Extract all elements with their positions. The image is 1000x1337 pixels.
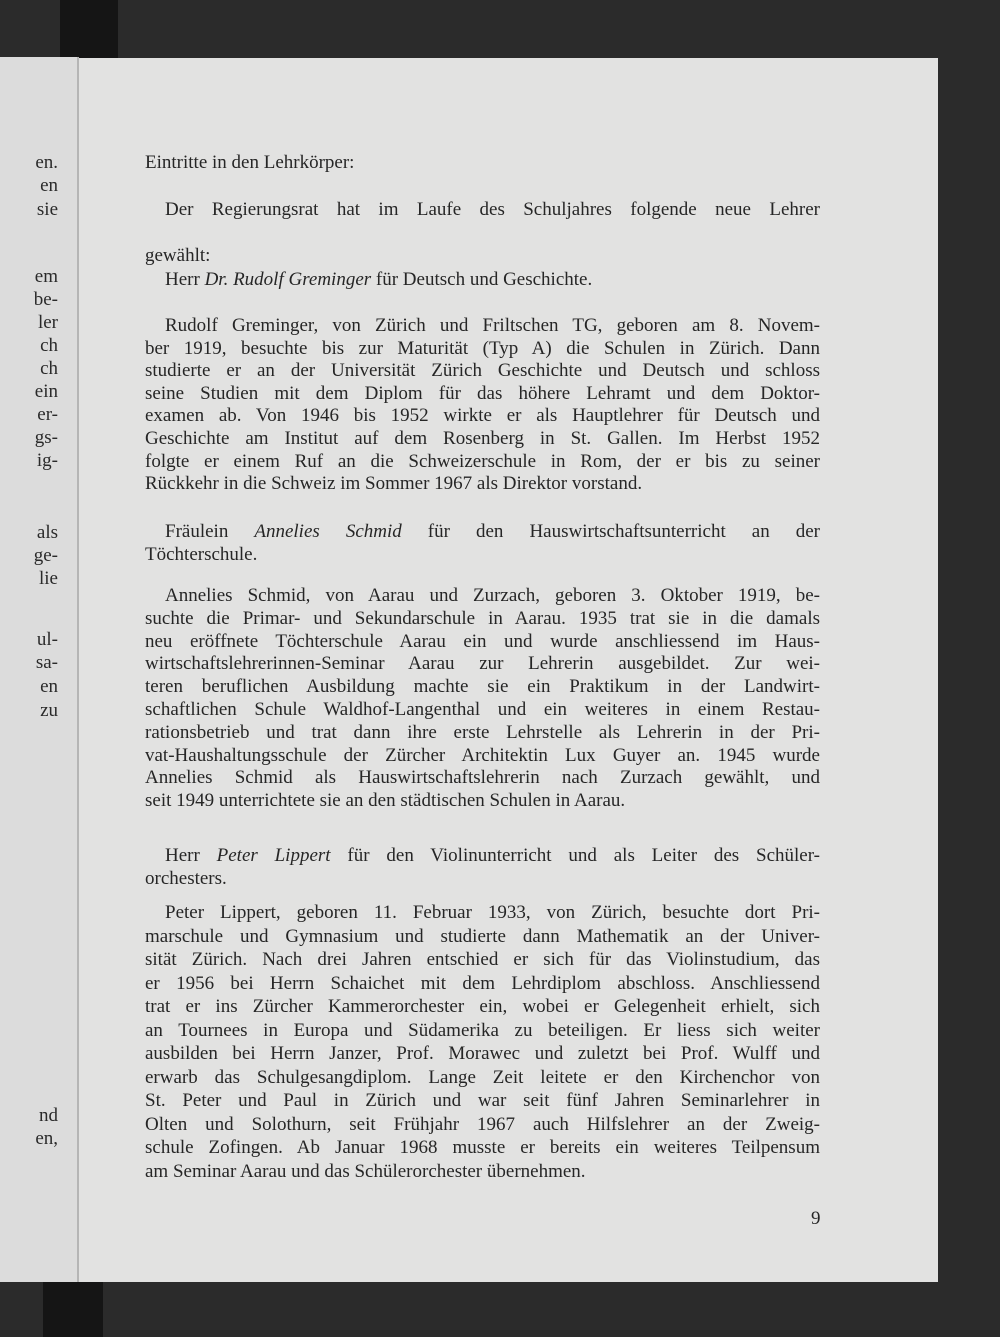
text-segment: Töchterschule.	[145, 544, 258, 565]
text-line	[145, 1113, 820, 1137]
text-line	[145, 1066, 820, 1090]
paragraph-lippert-title	[145, 844, 820, 890]
text-segment: Annelies Schmid als Hauswirtschaftslehrerin nach Zurzach gewählt, und	[145, 767, 820, 789]
text-line	[145, 585, 820, 608]
left-page-fragment: er-	[37, 404, 58, 425]
text-segment: folgte er einem Ruf an die Schweizerschule in Rom, der er bis zu seiner	[145, 450, 820, 472]
left-page-fragment: sie	[36, 199, 58, 220]
person-name: Peter Lippert	[216, 845, 331, 866]
text-segment: für den Violinunterricht und als Leiter des Schüler-	[330, 845, 820, 866]
text-segment: Annelies Schmid, von Aarau und Zurzach, geboren 3. Oktober 1919, be-	[165, 585, 820, 606]
text-line	[145, 473, 820, 496]
left-page-fragment: ig-	[36, 450, 58, 471]
text-line	[145, 268, 820, 291]
text-segment: seit 1949 unterrichtete sie an den städtischen Schulen in Aarau.	[145, 790, 626, 812]
paragraph-greminger-title	[145, 268, 820, 291]
text-segment: er 1956 bei Herrn Schaichet mit dem Lehrdiplom abschloss. Anschliessend	[145, 972, 820, 994]
book-spine-top	[60, 0, 118, 58]
person-name: Dr. Rudolf Greminger	[204, 269, 372, 290]
text-segment: Rückkehr in die Schweiz im Sommer 1967 als Direktor vorstand.	[145, 473, 643, 495]
text-segment: schaftlichen Schule Waldhof-Langenthal und ein weiteres in einem Restau-	[145, 698, 820, 720]
text-segment: gewählt:	[145, 245, 211, 266]
text-segment: Peter Lippert, geboren 11. Februar 1933, von Zürich, besuchte dort Pri-	[165, 902, 820, 923]
left-page-fragment: em	[34, 266, 58, 287]
text-line	[145, 1136, 820, 1160]
text-line	[145, 995, 820, 1019]
text-segment: vat-Haushaltungsschule der Zürcher Architektin Lux Guyer an. 1945 wurde	[145, 744, 820, 766]
text-segment: neu eröffnete Töchterschule Aarau ein und wurde anschliessend im Haus-	[145, 630, 820, 652]
paragraph-schmid-bio	[145, 585, 820, 813]
book-spine-bottom	[43, 1282, 103, 1337]
text-line	[145, 767, 820, 790]
text-segment: orchesters.	[145, 868, 227, 889]
text-line	[145, 360, 820, 383]
page-number: 9	[811, 1208, 821, 1229]
paragraph-lippert-bio	[145, 901, 820, 1183]
text-segment: ber 1919, besuchte bis zur Maturität (Typ A) die Schulen in Zürich. Dann	[145, 337, 820, 359]
text-line	[145, 520, 820, 543]
section-heading	[145, 151, 820, 174]
left-page-fragment: ch	[40, 358, 58, 379]
text-segment: Fräulein	[165, 521, 255, 542]
text-segment: rationsbetrieb und trat dann ihre erste Lehrstelle als Lehrerin in der Pri-	[145, 721, 820, 743]
text-segment: trat er ins Zürcher Kammerorchester ein, wobei er Gelegenheit erhielt, sich	[145, 996, 820, 1017]
left-page-fragment: be-	[33, 289, 58, 310]
paragraph-greminger-bio	[145, 315, 820, 496]
text-segment: wirtschaftslehrerinnen-Seminar Aarau zur Lehrerin ausgebildet. Zur wei-	[145, 653, 820, 675]
text-segment: schule Zofingen. Ab Januar 1968 musste er bereits ein weiteres Teilpensum	[145, 1137, 820, 1158]
text-segment: suchte die Primar- und Sekundarschule in Aarau. 1935 trat sie in die damals	[145, 607, 820, 629]
text-segment: St. Peter und Paul in Zürich und war seit fünf Jahren Seminarlehrer in	[145, 1090, 820, 1111]
text-line	[145, 383, 820, 406]
text-line	[145, 925, 820, 949]
text-segment: teren beruflichen Ausbildung machte sie ein Praktikum in der Landwirt-	[145, 676, 820, 698]
text-line	[145, 972, 820, 996]
text-line	[145, 844, 820, 867]
text-segment: sität Zürich. Nach drei Jahren entschied er sich für das Violinstudium, das	[145, 949, 820, 970]
text-segment: Der Regierungsrat hat im Laufe des Schuljahres folgende neue Lehrer	[165, 199, 820, 220]
text-segment: Herr	[165, 845, 217, 866]
left-page-fragment: lie	[39, 568, 58, 589]
text-segment: examen ab. Von 1946 bis 1952 wirkte er als Hauptlehrer für Deutsch und	[145, 405, 820, 427]
text-segment: Geschichte am Institut auf dem Rosenberg in St. Gallen. Im Herbst 1952	[145, 427, 820, 449]
left-page-fragment: en	[40, 175, 58, 196]
text-line	[145, 722, 820, 745]
text-segment: marschule und Gymnasium und studierte dann Mathematik an der Univer-	[145, 925, 820, 947]
text-segment: am Seminar Aarau und das Schülerorchester übernehmen.	[145, 1160, 586, 1182]
left-page-fragment: nd	[39, 1105, 58, 1126]
left-page-fragment: zu	[40, 700, 58, 721]
text-line	[145, 1042, 820, 1066]
text-line	[145, 1019, 820, 1043]
text-line	[145, 405, 820, 428]
heading-text: Eintritte in den Lehrkörper:	[145, 152, 355, 173]
left-page-fragment: en	[40, 676, 58, 697]
text-line	[145, 1089, 820, 1113]
page-gutter	[77, 57, 79, 1282]
left-page-fragment: ein	[34, 381, 58, 402]
text-line	[145, 631, 820, 654]
text-line	[145, 338, 820, 361]
text-segment: studierte er an der Universität Zürich Geschichte und Deutsch und schloss	[145, 360, 820, 382]
text-segment: für Deutsch und Geschichte.	[371, 269, 593, 290]
text-segment: an Tournees in Europa und Südamerika zu beteiligen. Er liess sich weiter	[145, 1019, 820, 1041]
text-line	[145, 867, 820, 890]
person-name: Annelies Schmid	[254, 521, 402, 542]
text-line	[145, 543, 820, 566]
text-line	[145, 653, 820, 676]
left-page-fragment: sa-	[35, 652, 58, 673]
left-page-fragment: als	[36, 522, 58, 543]
text-line	[145, 901, 820, 925]
text-line	[145, 676, 820, 699]
left-page-fragment: ch	[40, 335, 58, 356]
text-line	[145, 745, 820, 768]
text-segment: seine Studien mit dem Diplom für das höhere Lehramt und dem Doktor-	[145, 382, 820, 404]
text-segment: für den Hauswirtschaftsunterricht an der	[401, 521, 820, 542]
text-line	[145, 428, 820, 451]
text-line	[145, 948, 820, 972]
left-page-fragment: ge-	[33, 545, 58, 566]
left-page-fragment: ler	[37, 312, 58, 333]
left-page-fragment: en,	[35, 1128, 58, 1149]
text-segment: Rudolf Greminger, von Zürich und Friltschen TG, geboren am 8. Novem-	[165, 315, 820, 336]
text-line	[145, 699, 820, 722]
text-line	[145, 1160, 820, 1184]
text-segment: Herr	[165, 269, 205, 290]
paragraph-appointment-intro	[145, 198, 820, 266]
left-page-fragment: ul-	[36, 629, 58, 650]
text-segment: erwarb das Schulgesangdiplom. Lange Zeit leitete er den Kirchenchor von	[145, 1066, 820, 1088]
text-line	[145, 198, 820, 244]
text-line	[145, 608, 820, 631]
text-line	[145, 315, 820, 338]
left-page-fragment: gs-	[34, 427, 58, 448]
text-segment: Olten und Solothurn, seit Frühjahr 1967 auch Hilfslehrer an der Zweig-	[145, 1113, 820, 1135]
left-page-fragment: en.	[35, 152, 58, 173]
text-line	[145, 790, 820, 813]
text-segment: ausbilden bei Herrn Janzer, Prof. Morawec und zuletzt bei Prof. Wulff und	[145, 1043, 820, 1064]
paragraph-schmid-title	[145, 520, 820, 566]
text-line	[145, 451, 820, 474]
